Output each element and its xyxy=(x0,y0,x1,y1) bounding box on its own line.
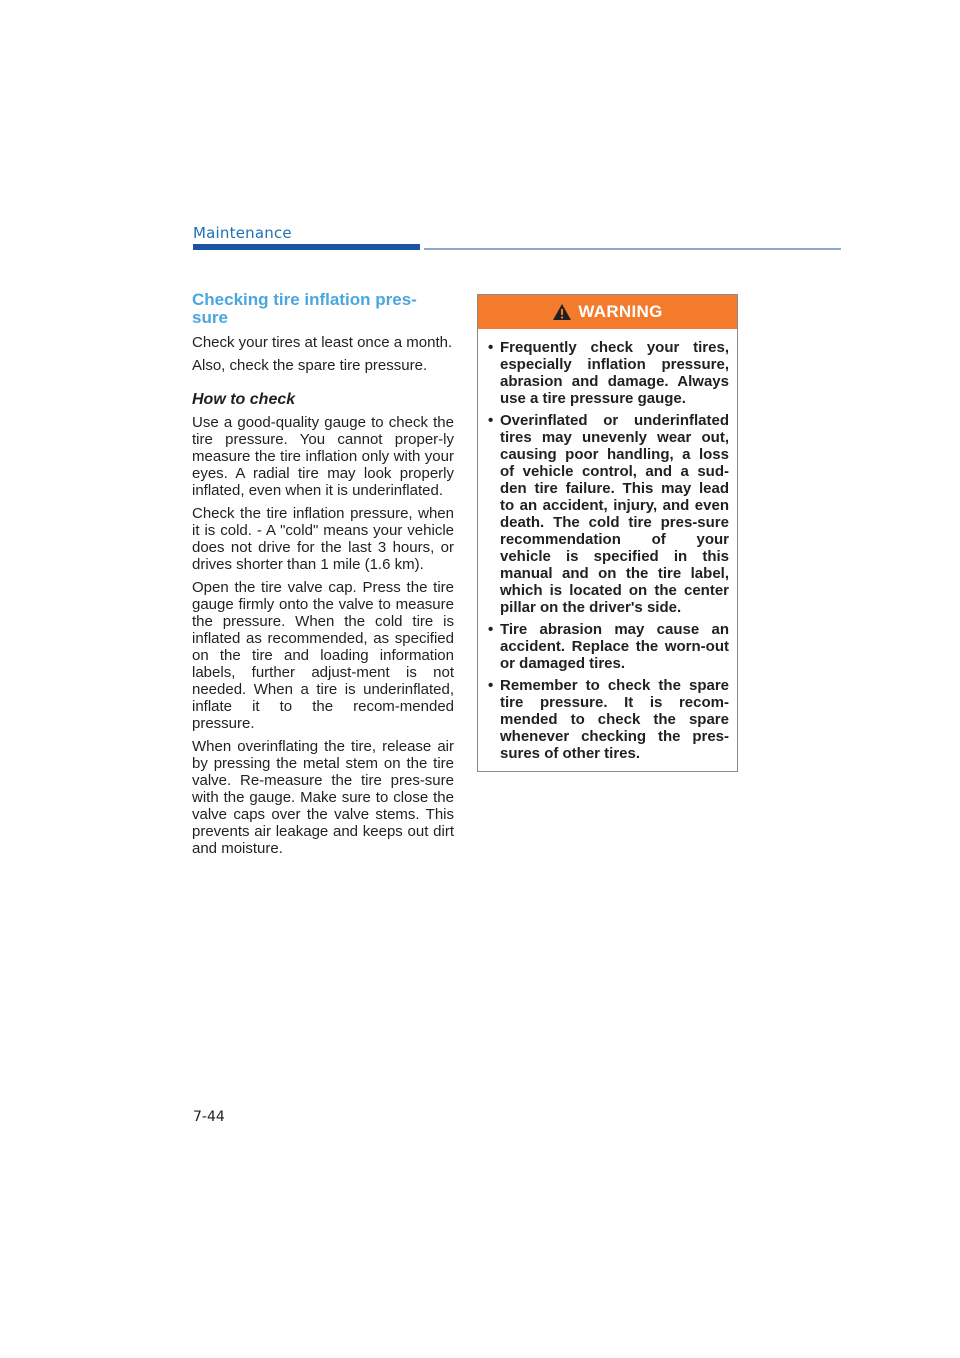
warning-header xyxy=(478,295,737,329)
header-rule-light xyxy=(424,248,841,250)
warning-item-text: Tire abrasion may cause an accident. Replace the worn-out or damaged tires. xyxy=(500,621,729,672)
warning-box xyxy=(477,294,738,772)
body-paragraph-1: Use a good-quality gauge to check the tire pressure. You cannot proper-ly measure the tire inflation only with your eyes. A radial tire may look properly inflated, even when it is underinflated. xyxy=(192,414,454,499)
article-heading xyxy=(192,291,454,327)
bullet-icon: • xyxy=(488,621,494,638)
warning-title: WARNING xyxy=(578,302,663,321)
section-label: Maintenance xyxy=(193,224,292,242)
warning-item xyxy=(488,339,729,407)
bullet-icon: • xyxy=(488,677,494,694)
warning-triangle-icon xyxy=(552,303,572,321)
warning-item-text: Remember to check the spare tire pressure. It is recom-mended to check the spare whenever checking the pres-sures of other tires. xyxy=(500,677,729,762)
body-paragraph-3: Open the tire valve cap. Press the tire gauge firmly onto the valve to measure the pressure. When the cold tire is inflated as recommended, as specified on the tire and loading information labels, further adjust-ment is not needed. When a tire is underinflated, inflate it to the recom-mended pressure. xyxy=(192,579,454,732)
header-rule-dark xyxy=(193,244,420,250)
bullet-icon: • xyxy=(488,412,494,429)
article-heading-text: Checking tire inflation pres- sure xyxy=(192,290,417,327)
warning-item-text: Frequently check your tires, especially inflation pressure, abrasion and damage. Always use a tire pressure gauge. xyxy=(500,339,729,407)
intro-paragraph-2: Also, check the spare tire pressure. xyxy=(192,357,428,374)
warning-item xyxy=(488,621,729,672)
warning-item xyxy=(488,677,729,762)
body-paragraph-2: Check the tire inflation pressure, when it is cold. - A "cold" means your vehicle does not drive for the last 3 hours, or drives shorter than 1 mile (1.6 km). xyxy=(192,505,454,573)
intro-paragraph-1: Check your tires at least once a month. xyxy=(192,334,453,351)
bullet-icon: • xyxy=(488,339,494,356)
warning-list xyxy=(478,329,737,762)
warning-item xyxy=(488,412,729,616)
article-column xyxy=(192,291,454,863)
warning-item-text: Overinflated or underinflated tires may unevenly wear out, causing poor handling, a loss of vehicle control, and a sud-den tire failure. This may lead to an accident, injury, and even death. The cold tire pres-sure recommendation of your vehicle is specified in this manual and on the tire label, which is located on the center pillar on the driver's side. xyxy=(500,412,729,616)
article-subheading: How to check xyxy=(192,391,296,408)
page-number: 7-44 xyxy=(193,1109,225,1125)
body-paragraph-4: When overinflating the tire, release air by pressing the metal stem on the tire valve. Re-measure the tire pres-sure with the gauge. Make sure to close the valve caps over the valve stems. This prevents air leakage and keeps out dirt and moisture. xyxy=(192,738,454,857)
